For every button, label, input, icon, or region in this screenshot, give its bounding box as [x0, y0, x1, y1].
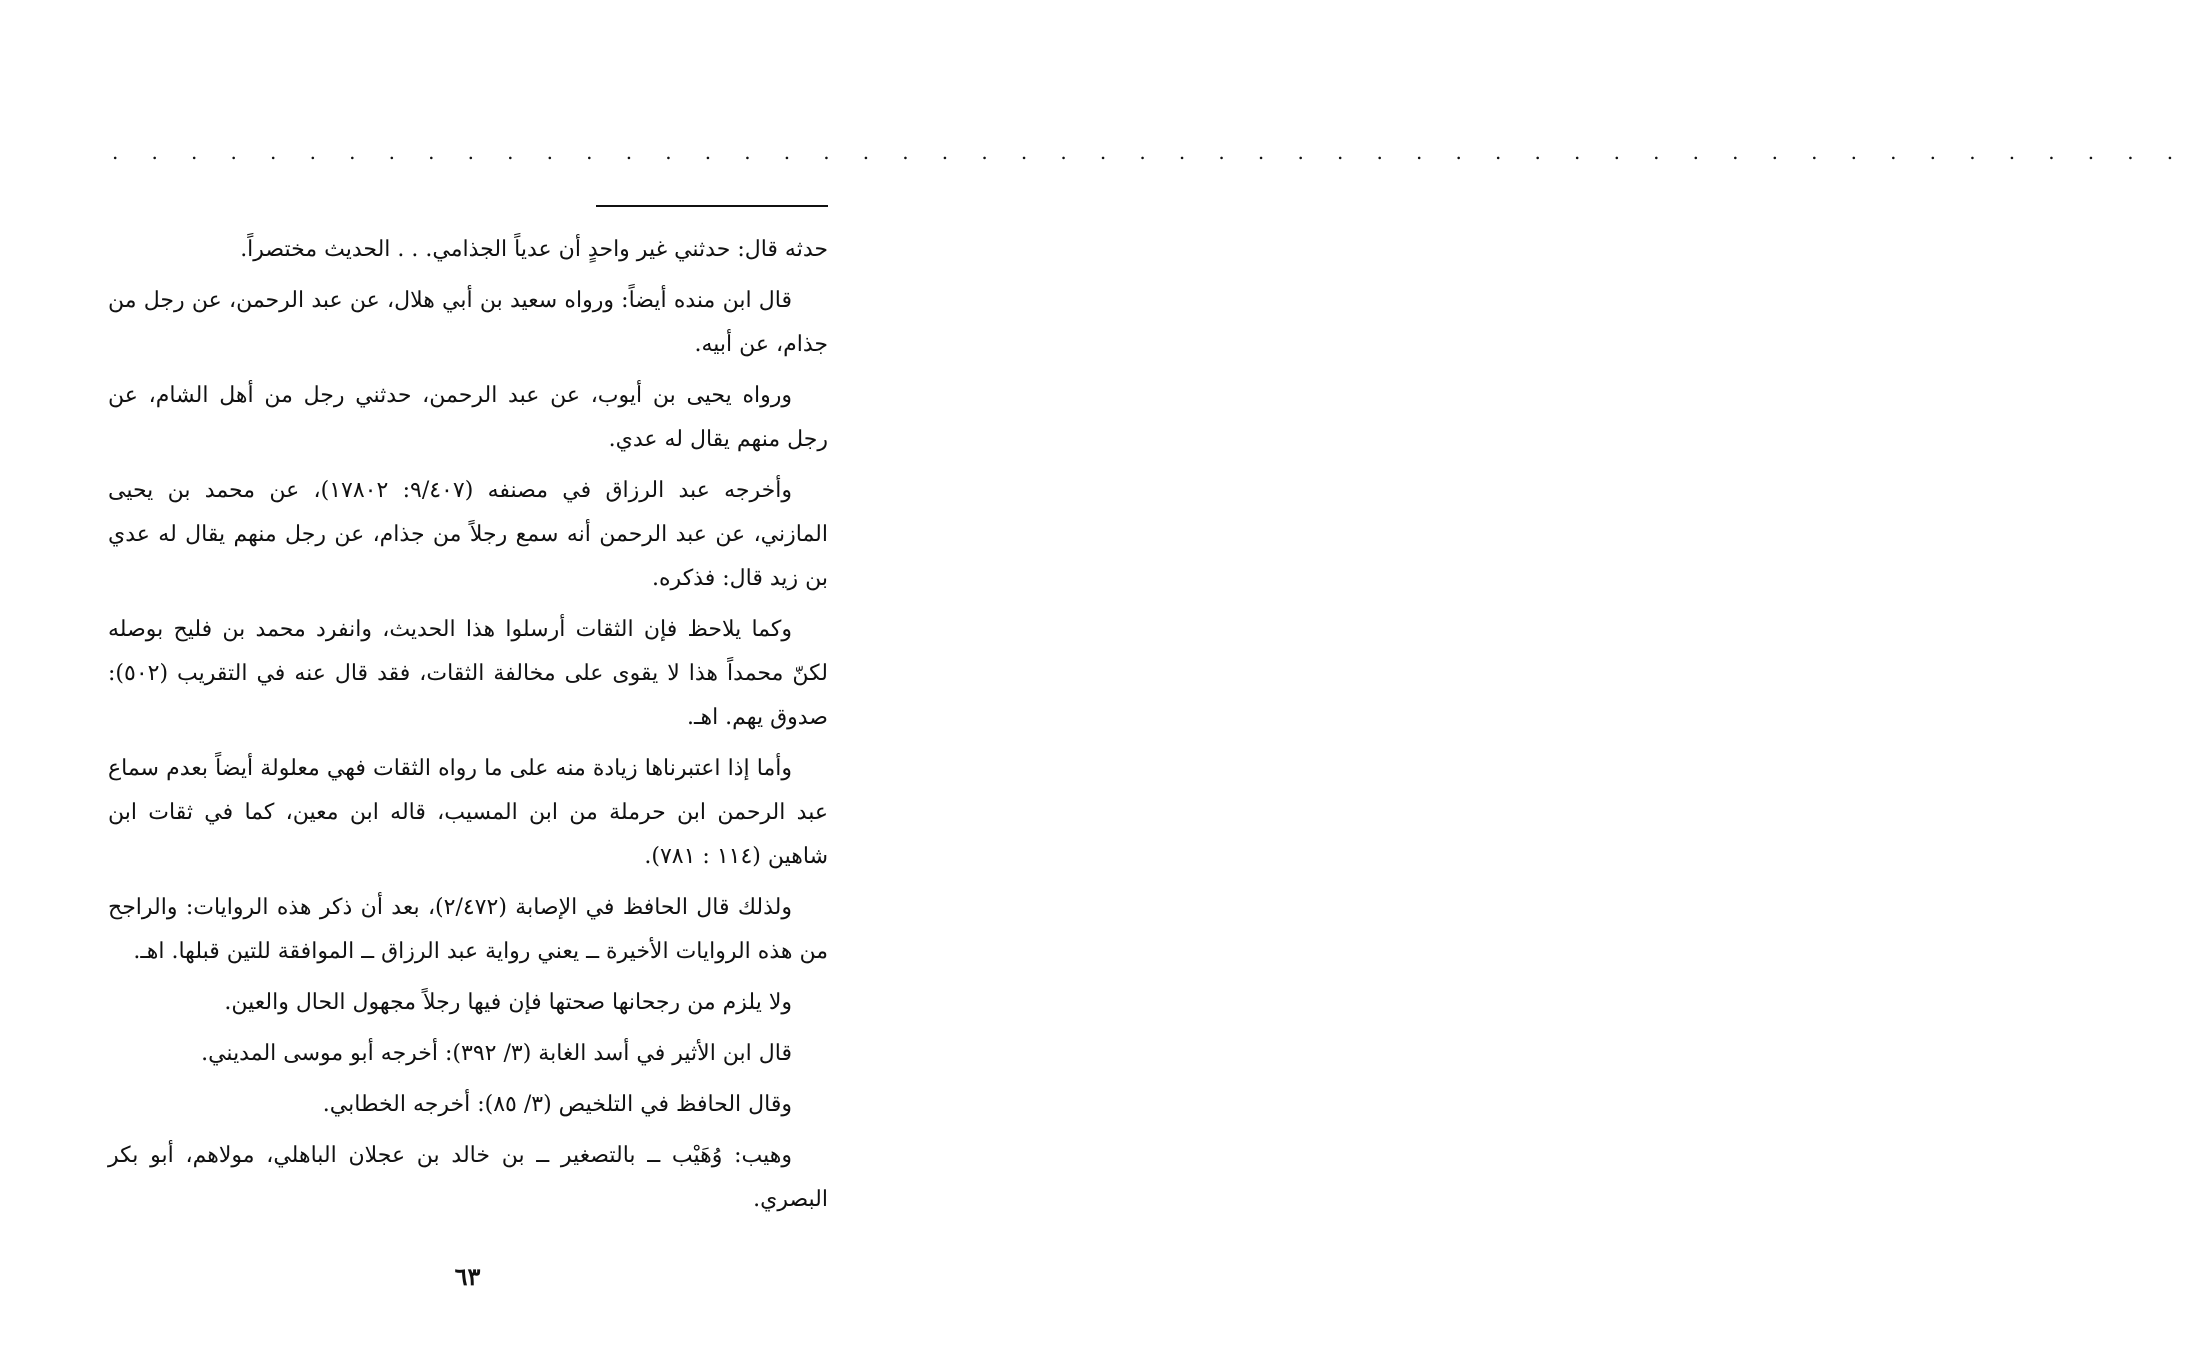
paragraph-7: ولذلك قال الحافظ في الإصابة (٢/٤٧٢)، بعد أن ذكر هذه الروايات: والراجح من هذه الروايات الأخيرة ــ يعني رواية عبد الرزاق ــ الموافقة للتين قبلها. اهـ. — [108, 895, 828, 964]
paragraph-8: ولا يلزم من رجحانها صحتها فإن فيها رجلاً مجهول الحال والعين. — [224, 990, 792, 1015]
paragraph-6: وأما إذا اعتبرناها زيادة منه على ما رواه الثقات فهي معلولة أيضاً بعدم سماع عبد الرحمن ابن حرملة من ابن المسيب، قاله ابن معين، كما في ثقات ابن شاهين (١١٤ : ٧٨١). — [108, 756, 828, 869]
footnote-rule — [596, 205, 828, 207]
paragraph-2: قال ابن منده أيضاً: ورواه سعيد بن أبي هلال، عن عبد الرحمن، عن رجل من جذام، عن أبيه. — [108, 288, 828, 357]
paragraph-1: حدثه قال: حدثني غير واحدٍ أن عدياً الجذامي. . . الحديث مختصراً. — [240, 237, 828, 262]
paragraph-3: ورواه يحيى بن أيوب، عن عبد الرحمن، حدثني رجل من أهل الشام، عن رجل منهم يقال له عدي. — [108, 383, 828, 452]
page-number: ٦٣ — [454, 1262, 481, 1291]
paragraph-9: قال ابن الأثير في أسد الغابة (٣/ ٣٩٢): أخرجه أبو موسى المديني. — [201, 1041, 792, 1066]
paragraph-11: وهيب: وُهَيْب ــ بالتصغير ــ بن خالد بن عجلان الباهلي، مولاهم، أبو بكر البصري. — [108, 1143, 828, 1212]
paragraph-5: وكما يلاحظ فإن الثقات أرسلوا هذا الحديث، وانفرد محمد بن فليح بوصله لكنّ محمداً هذا لا يقوى على مخالفة الثقات، فقد قال عنه في التقريب (٥٠٢): صدوق يهم. اهـ. — [108, 617, 828, 730]
paragraph-10: وقال الحافظ في التلخيص (٣/ ٨٥): أخرجه الخطابي. — [322, 1092, 792, 1117]
paragraph-4: وأخرجه عبد الرزاق في مصنفه (٩/٤٠٧: ١٧٨٠٢)، عن محمد بن يحيى المازني، عن عبد الرحمن أنه سمع رجلاً من جذام، عن رجل منهم يقال له عدي بن زيد قال: فذكره. — [108, 478, 828, 591]
dotted-separator: . . . . . . . . . . . . . . . . . . . . . . . . . . . . . . . . . . . . . . . . . . . . . . . . . . . . . — [112, 140, 2187, 164]
footnote-text — [108, 228, 828, 1229]
